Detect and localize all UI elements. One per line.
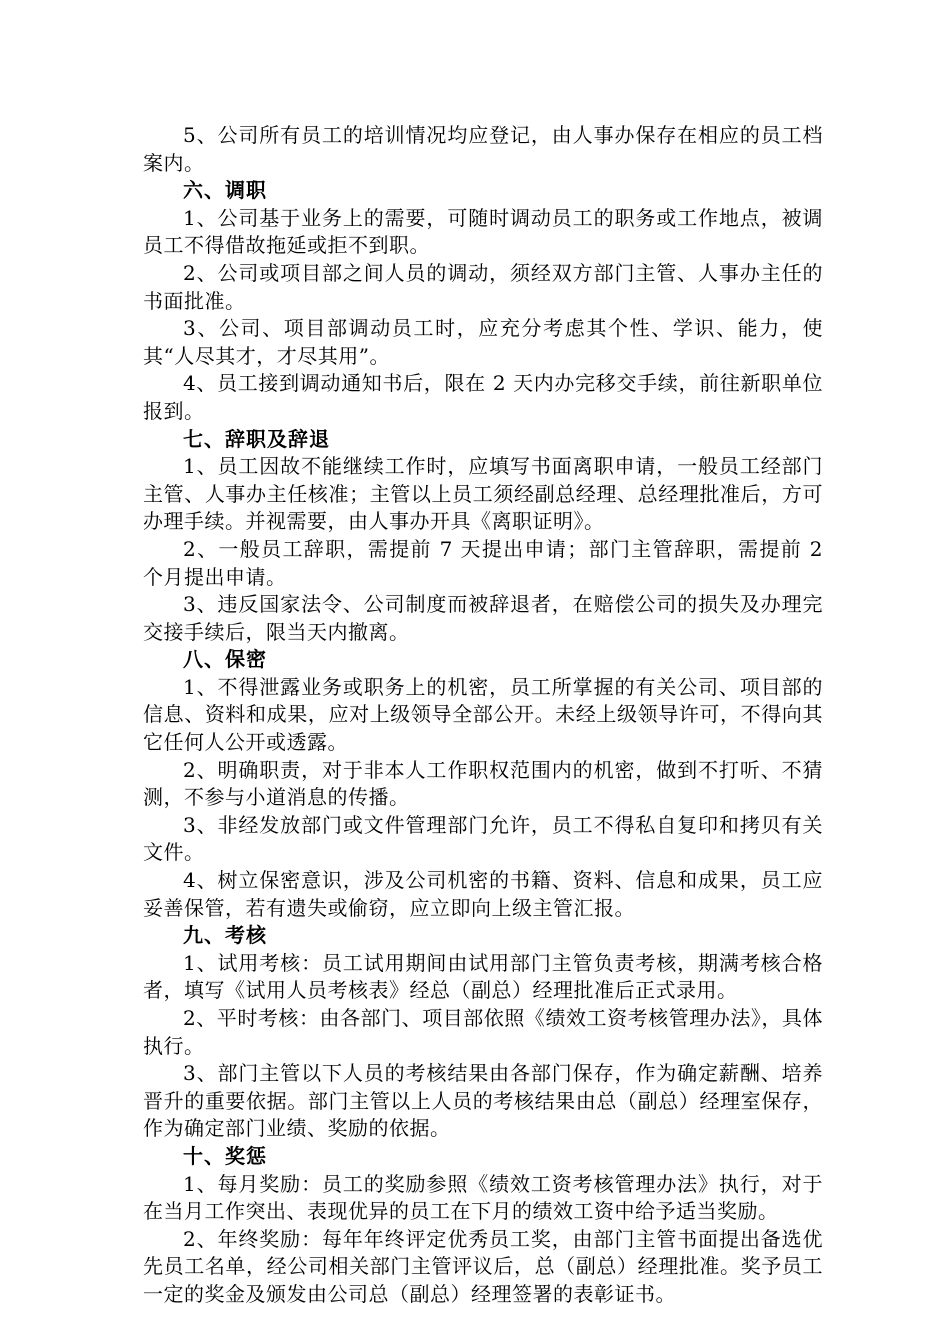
paragraph-transfer-3: 3、公司、项目部调动员工时，应充分考虑其个性、学识、能力，使其“人尽其才，才尽其用”。 — [143, 316, 823, 368]
paragraph-resignation-2: 2、一般员工辞职，需提前 7 天提出申请；部门主管辞职，需提前 2 个月提出申请。 — [143, 536, 823, 589]
paragraph-resignation-3: 3、违反国家法令、公司制度而被辞退者，在赔偿公司的损失及办理完交接手续后，限当天内撤离。 — [143, 592, 823, 644]
section-heading-transfer: 六、调职 — [183, 178, 267, 203]
section-heading-resignation: 七、辞职及辞退 — [183, 426, 330, 451]
paragraph-assessment-1: 1、试用考核：员工试用期间由试用部门主管负责考核，期满考核合格者，填写《试用人员考核表》经总（副总）经理批准后正式录用。 — [143, 950, 823, 1003]
paragraph-confidentiality-2: 2、明确职责，对于非本人工作职权范围内的机密，做到不打听、不猜测，不参与小道消息的传播。 — [143, 757, 823, 810]
paragraph-rewards-2: 2、年终奖励：每年年终评定优秀员工奖，由部门主管书面提出备选优先员工名单，经公司相关部门主管评议后，总（副总）经理批准。奖予员工一定的奖金及颁发由公司总（副总）经理签署的表彰证书。 — [143, 1226, 823, 1306]
section-heading-confidentiality: 八、保密 — [183, 647, 267, 672]
paragraph-rewards-1: 1、每月奖励：员工的奖励参照《绩效工资考核管理办法》执行，对于在当月工作突出、表现优异的员工在下月的绩效工资中给予适当奖励。 — [143, 1171, 823, 1224]
paragraph-transfer-4: 4、员工接到调动通知书后，限在 2 天内办完移交手续，前往新职单位报到。 — [143, 371, 823, 423]
paragraph-transfer-2: 2、公司或项目部之间人员的调动，须经双方部门主管、人事办主任的书面批准。 — [143, 260, 823, 313]
paragraph-assessment-3: 3、部门主管以下人员的考核结果由各部门保存，作为确定薪酬、培养晋升的重要依据。部门主管以上人员的考核结果由总（副总）经理室保存，作为确定部门业绩、奖励的依据。 — [143, 1061, 823, 1141]
paragraph-assessment-2: 2、平时考核：由各部门、项目部依照《绩效工资考核管理办法》，具体执行。 — [143, 1006, 823, 1058]
paragraph-resignation-1: 1、员工因故不能继续工作时，应填写书面离职申请，一般员工经部门主管、人事办主任核准；主管以上员工须经副总经理、总经理批准后，方可办理手续。并视需要，由人事办开具《离职证明》。 — [143, 454, 823, 534]
paragraph-confidentiality-1: 1、不得泄露业务或职务上的机密，员工所掌握的有关公司、项目部的信息、资料和成果，应对上级领导全部公开。未经上级领导许可，不得向其它任何人公开或透露。 — [143, 674, 823, 755]
section-heading-assessment: 九、考核 — [183, 923, 267, 948]
document-page — [143, 122, 823, 1309]
paragraph-transfer-1: 1、公司基于业务上的需要，可随时调动员工的职务或工作地点，被调员工不得借故拖延或拒不到职。 — [143, 205, 823, 258]
section-heading-rewards: 十、奖惩 — [183, 1143, 267, 1168]
paragraph-confidentiality-4: 4、树立保密意识，涉及公司机密的书籍、资料、信息和成果，员工应妥善保管，若有遗失或偷窃，应立即向上级主管汇报。 — [143, 868, 823, 920]
paragraph-confidentiality-3: 3、非经发放部门或文件管理部门允许，员工不得私自复印和拷贝有关文件。 — [143, 812, 823, 865]
paragraph-training-record: 5、公司所有员工的培训情况均应登记，由人事办保存在相应的员工档案内。 — [143, 123, 823, 175]
